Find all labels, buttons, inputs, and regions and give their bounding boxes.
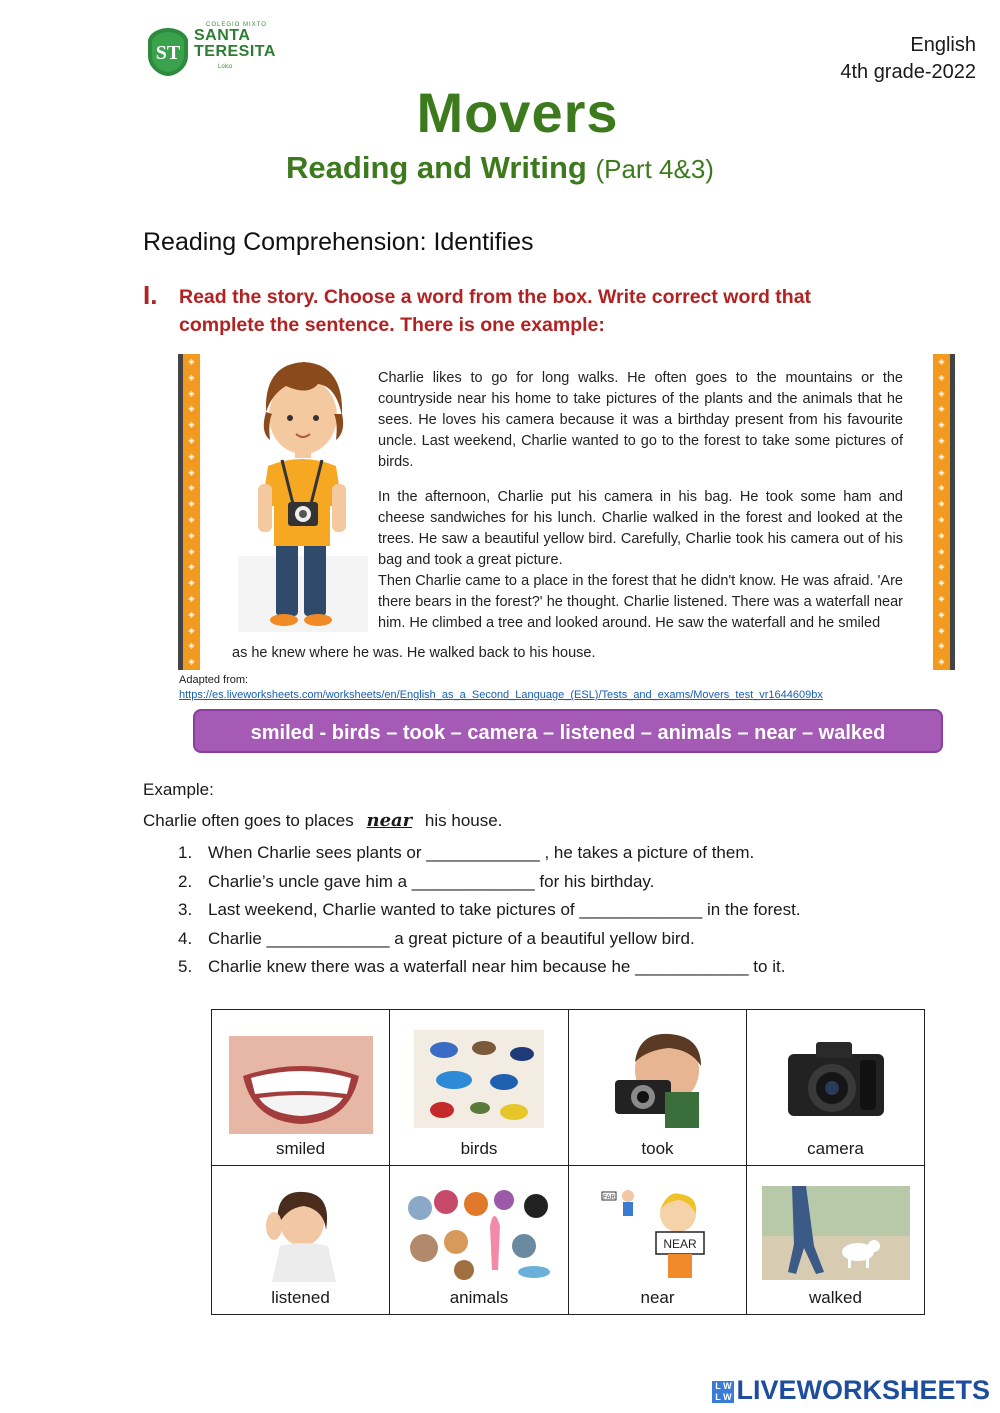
shield-icon	[146, 26, 190, 78]
walking-icon	[762, 1186, 910, 1280]
smile-icon	[229, 1036, 373, 1134]
picture-cell-listened	[212, 1166, 390, 1314]
section-title: Reading Comprehension: Identifies	[143, 228, 534, 256]
picture-cell-animals	[390, 1166, 569, 1314]
near-sign-icon	[598, 1186, 718, 1282]
logo-sub-text: Lolco	[218, 64, 233, 70]
decorative-border-left: ◈ ◈ ◈ ◈ ◈ ◈ ◈ ◈ ◈ ◈ ◈ ◈ ◈ ◈ ◈ ◈ ◈ ◈ ◈ ◈	[178, 354, 200, 670]
picture-label: birds	[460, 1139, 498, 1158]
instruction-number: I.	[143, 280, 158, 310]
story-paragraph-3-end: as he knew where he was. He walked back to his house.	[232, 645, 596, 661]
page-title: Movers	[416, 81, 619, 144]
school-logo	[146, 22, 276, 88]
animals-icon	[404, 1186, 554, 1282]
logo-line2: TERESITA	[194, 43, 276, 60]
decorative-border-right: ◈ ◈ ◈ ◈ ◈ ◈ ◈ ◈ ◈ ◈ ◈ ◈ ◈ ◈ ◈ ◈ ◈ ◈ ◈ ◈	[933, 354, 955, 670]
picture-cell-camera	[747, 1010, 924, 1166]
picture-cell-walked	[747, 1166, 924, 1314]
question-item[interactable]: 4. Charlie _____________ a great picture of a beautiful yellow bird.	[178, 928, 695, 948]
source-link[interactable]: https://es.liveworksheets.com/worksheets/en/English_as_a_Second_Language_(ESL)/Tests_and_exams/Movers_test_vr1644609bx	[179, 689, 823, 701]
question-list	[178, 839, 801, 982]
source-label: Adapted from:	[179, 674, 249, 686]
question-item[interactable]: 5. Charlie knew there was a waterfall near him because he ____________ to it.	[178, 957, 786, 976]
birds-icon	[414, 1030, 544, 1128]
picture-label: camera	[807, 1139, 864, 1158]
example-answer: near	[366, 810, 413, 831]
story-paragraph-2: In the afternoon, Charlie put his camera in his bag. He took some ham and cheese sandwiches for his lunch. Charlie walked in the forest and looked at the trees. He saw a beautiful yellow bird. Carefully, Charlie took his camera out of his bag and took a great picture.	[378, 489, 903, 568]
picture-cell-took	[569, 1010, 747, 1166]
svg-text:ST: ST	[155, 42, 181, 64]
liveworksheets-brand: LIVEWORKSHEETS	[736, 1375, 990, 1405]
picture-label: walked	[809, 1288, 862, 1307]
picture-cell-smiled	[212, 1010, 390, 1166]
picture-label: near	[640, 1288, 675, 1307]
picture-word-table	[211, 1009, 925, 1315]
listening-icon	[246, 1186, 356, 1282]
subtitle-part: (Part 4&3)	[595, 154, 714, 184]
logo-small-text: COLEGIO MIXTO	[206, 22, 267, 28]
camera-icon	[780, 1030, 892, 1128]
course-info	[840, 32, 976, 86]
picture-label: animals	[449, 1288, 509, 1307]
story-paragraph-1: Charlie likes to go for long walks. He often goes to the mountains or the countryside near his home to take pictures of the plants and the animals that he sees. He loves his camera because it was a birthday present from his favourite uncle. Last weekend, Charlie wanted to go to the forest to take some pictures of birds.	[378, 370, 903, 470]
word-box: smiled - birds – took – camera – listened – animals – near – walked	[193, 709, 943, 753]
instruction-text: Read the story. Choose a word from the box. Write correct word that complete the sentence. There is one example:	[179, 286, 812, 336]
example-sentence	[143, 810, 502, 831]
subtitle-main: Reading and Writing	[286, 150, 587, 185]
picture-label: smiled	[275, 1139, 326, 1158]
picture-label: listened	[271, 1288, 330, 1307]
picture-label: took	[641, 1139, 674, 1158]
picture-cell-birds	[390, 1010, 569, 1166]
example-label: Example:	[143, 780, 214, 799]
subject-label: English	[910, 34, 976, 56]
near-sign-text: NEAR	[662, 1237, 697, 1251]
liveworksheets-badge-icon: L W L W	[712, 1381, 734, 1403]
far-sign-text: FAR	[602, 1195, 615, 1201]
story-text	[378, 368, 903, 634]
grade-label: 4th grade-2022	[840, 61, 976, 83]
picture-cell-near	[569, 1166, 747, 1314]
story-paragraph-3: Then Charlie came to a place in the forest that he didn't know. He was afraid. 'Are there bears in the forest?' he thought. Charlie listened. There was a waterfall near him. He climbed a tree and looked around. He saw the waterfall and he smiled	[378, 573, 903, 631]
example-before: Charlie often goes to places	[143, 811, 354, 830]
example-after: his house.	[424, 811, 503, 830]
logo-line1: SANTA	[194, 27, 251, 44]
liveworksheets-logo	[712, 1375, 990, 1406]
page-subtitle	[0, 150, 1000, 186]
question-item[interactable]: 1. When Charlie sees plants or ____________ , he takes a picture of them.	[178, 843, 755, 862]
question-item[interactable]: 2. Charlie’s uncle gave him a _____________ for his birthday.	[178, 871, 655, 891]
photo-taking-icon	[603, 1030, 713, 1128]
question-item[interactable]: 3. Last weekend, Charlie wanted to take pictures of _____________ in the forest.	[178, 900, 801, 919]
boy-with-camera-illustration	[238, 356, 368, 636]
